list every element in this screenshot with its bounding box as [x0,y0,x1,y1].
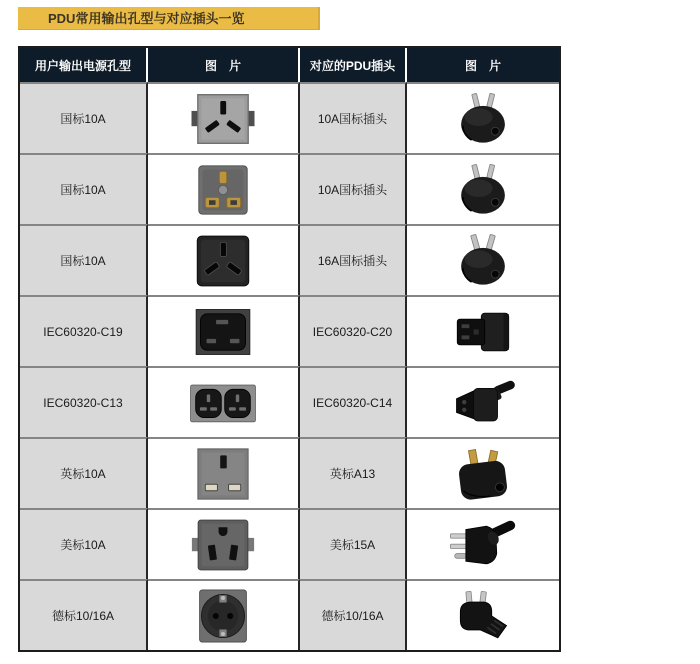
plug-type-cell: 16A国标插头 [300,224,407,295]
socket-type-cell: 德标10/16A [20,579,148,650]
socket-type-cell: IEC60320-C13 [20,366,148,437]
socket-type-cell: 国标10A [20,224,148,295]
socket-photo-cell [148,295,300,366]
plug-type-cell: IEC60320-C14 [300,366,407,437]
socket-type-cell: IEC60320-C19 [20,295,148,366]
universal-socket-photo [195,163,251,217]
plug-type-cell: IEC60320-C20 [300,295,407,366]
iec-c13-dual-socket-photo [188,379,258,427]
socket-photo-cell [148,82,300,153]
plug-type-cell: 10A国标插头 [300,153,407,224]
plug-photo-cell [407,579,559,650]
plug-type-cell: 英标A13 [300,437,407,508]
socket-photo-cell [148,508,300,579]
col-header-socket-picture: 图 片 [148,48,300,82]
plug-photo-cell [407,153,559,224]
uk-socket-photo [195,447,251,501]
uk-plug-photo [451,446,515,502]
socket-photo-cell [148,153,300,224]
cn-10a-socket-photo [190,92,256,146]
us-socket-photo [191,518,255,572]
socket-photo-cell [148,224,300,295]
iec-c14-plug-photo [448,378,518,428]
page-title-banner [18,7,320,30]
pdu-table [18,46,561,652]
plug-photo-cell [407,295,559,366]
plug-photo-cell [407,82,559,153]
socket-type-cell: 美标10A [20,508,148,579]
cn-10a-plug-photo [452,91,514,147]
iec-c20-plug-photo [450,308,516,356]
col-header-socket-type: 用户输出电源孔型 [20,48,148,82]
de-schuko-plug-photo [449,589,517,643]
page-title: PDU常用输出孔型与对应插头一览 [48,11,245,26]
plug-type-cell: 美标15A [300,508,407,579]
socket-type-cell: 英标10A [20,437,148,508]
iec-c19-socket-photo [190,306,256,358]
socket-photo-cell [148,437,300,508]
plug-type-cell: 10A国标插头 [300,82,407,153]
us-plug-photo [447,519,519,571]
socket-type-cell: 国标10A [20,153,148,224]
plug-photo-cell [407,508,559,579]
socket-type-cell: 国标10A [20,82,148,153]
cn-10a-plug-photo [452,162,514,218]
socket-photo-cell [148,579,300,650]
col-header-plug-type: 对应的PDU插头 [300,48,407,82]
cn-16a-socket-photo [191,234,255,288]
plug-photo-cell [407,437,559,508]
cn-16a-plug-photo [452,233,514,289]
de-schuko-socket-photo [196,588,250,644]
plug-type-cell: 德标10/16A [300,579,407,650]
plug-photo-cell [407,366,559,437]
socket-photo-cell [148,366,300,437]
col-header-plug-picture: 图 片 [407,48,559,82]
plug-photo-cell [407,224,559,295]
